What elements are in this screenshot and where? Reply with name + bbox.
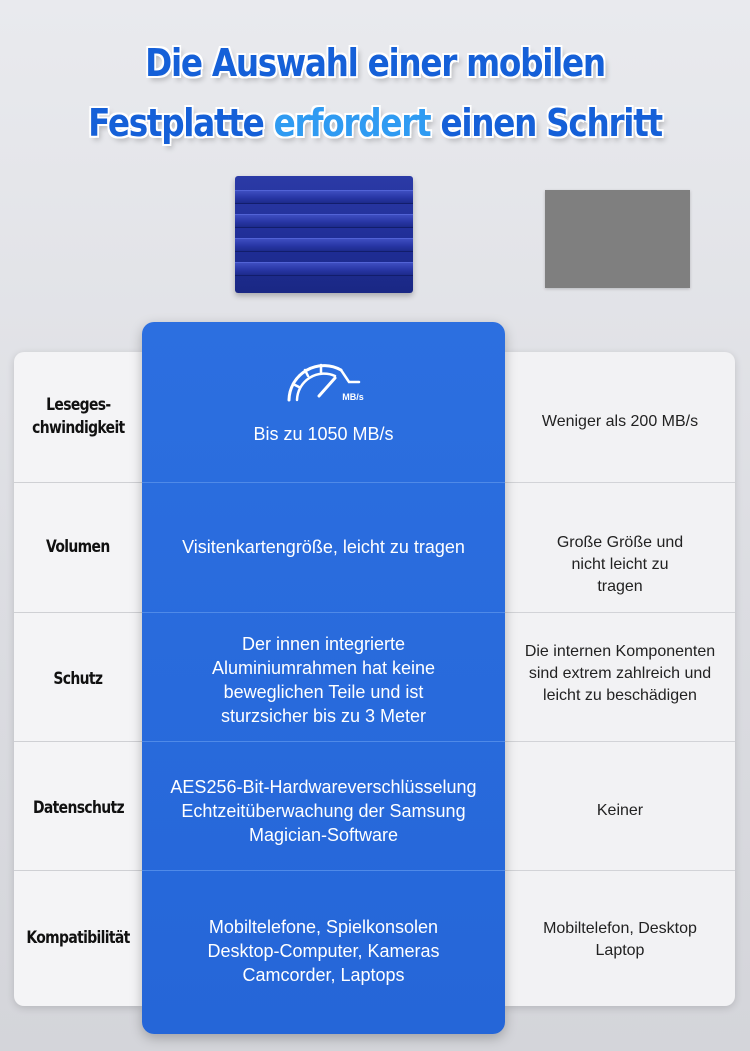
row-label-volumen	[14, 482, 142, 612]
highlight-cell-compatibility: Mobiltelefone, Spielkonsolen Desktop-Computer, Kameras Camcorder, Laptops	[207, 917, 440, 985]
ssd-ridge	[235, 238, 413, 252]
speed-unit-label: MB/s	[342, 392, 364, 402]
row-label-text: Kompatibilität	[26, 927, 130, 948]
row-label-lesegeschwindigkeit	[14, 352, 142, 482]
ssd-ridge	[235, 214, 413, 228]
row-label-kompatibilitaet	[14, 870, 142, 1006]
row-label-datenschutz	[14, 741, 142, 876]
row-label-text: Datenschutz	[32, 798, 124, 819]
portable-ssd-image	[235, 176, 413, 293]
other-cell-speed: Weniger als 200 MB/s	[541, 413, 699, 430]
ssd-ridge	[235, 262, 413, 276]
other-cell-protection: Die internen Komponenten sind extrem zahlreich und leicht zu beschädigen	[524, 643, 716, 704]
row-label-text: Leseges- chwindigkeit	[31, 395, 125, 438]
speedometer-icon	[283, 356, 365, 408]
other-cell-data-protection: Keiner	[596, 802, 644, 819]
highlight-cell-volume: Visitenkartengröße, leicht zu tragen	[182, 537, 465, 557]
ssd-ridge	[235, 190, 413, 204]
other-cell-compatibility: Mobiltelefon, Desktop Laptop	[543, 920, 697, 959]
row-label-text: Volumen	[46, 536, 110, 557]
other-cell-volume: Große Größe und nicht leicht zu tragen	[556, 534, 684, 595]
row-label-text: Schutz	[53, 669, 103, 690]
headline-word-erfordert: erfordert	[273, 101, 441, 145]
headline-word-einen-schritt: einen Schritt	[440, 101, 662, 145]
headline-word-festplatte: Festplatte	[88, 101, 274, 145]
headline-line-2	[53, 101, 698, 145]
highlight-cell-data-protection: AES256-Bit-Hardwareverschlüsselung Echtzeitüberwachung der Samsung Magician-Software	[170, 777, 477, 845]
highlight-cell-speed: Bis zu 1050 MB/s	[253, 424, 394, 444]
hard-disk-image	[545, 190, 690, 288]
row-label-schutz	[14, 612, 142, 747]
headline-line-1: Die Auswahl einer mobilen	[145, 41, 605, 85]
highlight-cell-protection: Der innen integrierte Aluminiumrahmen hat keine beweglichen Teile und ist sturzsicher bis zu 3 Meter	[211, 633, 436, 726]
